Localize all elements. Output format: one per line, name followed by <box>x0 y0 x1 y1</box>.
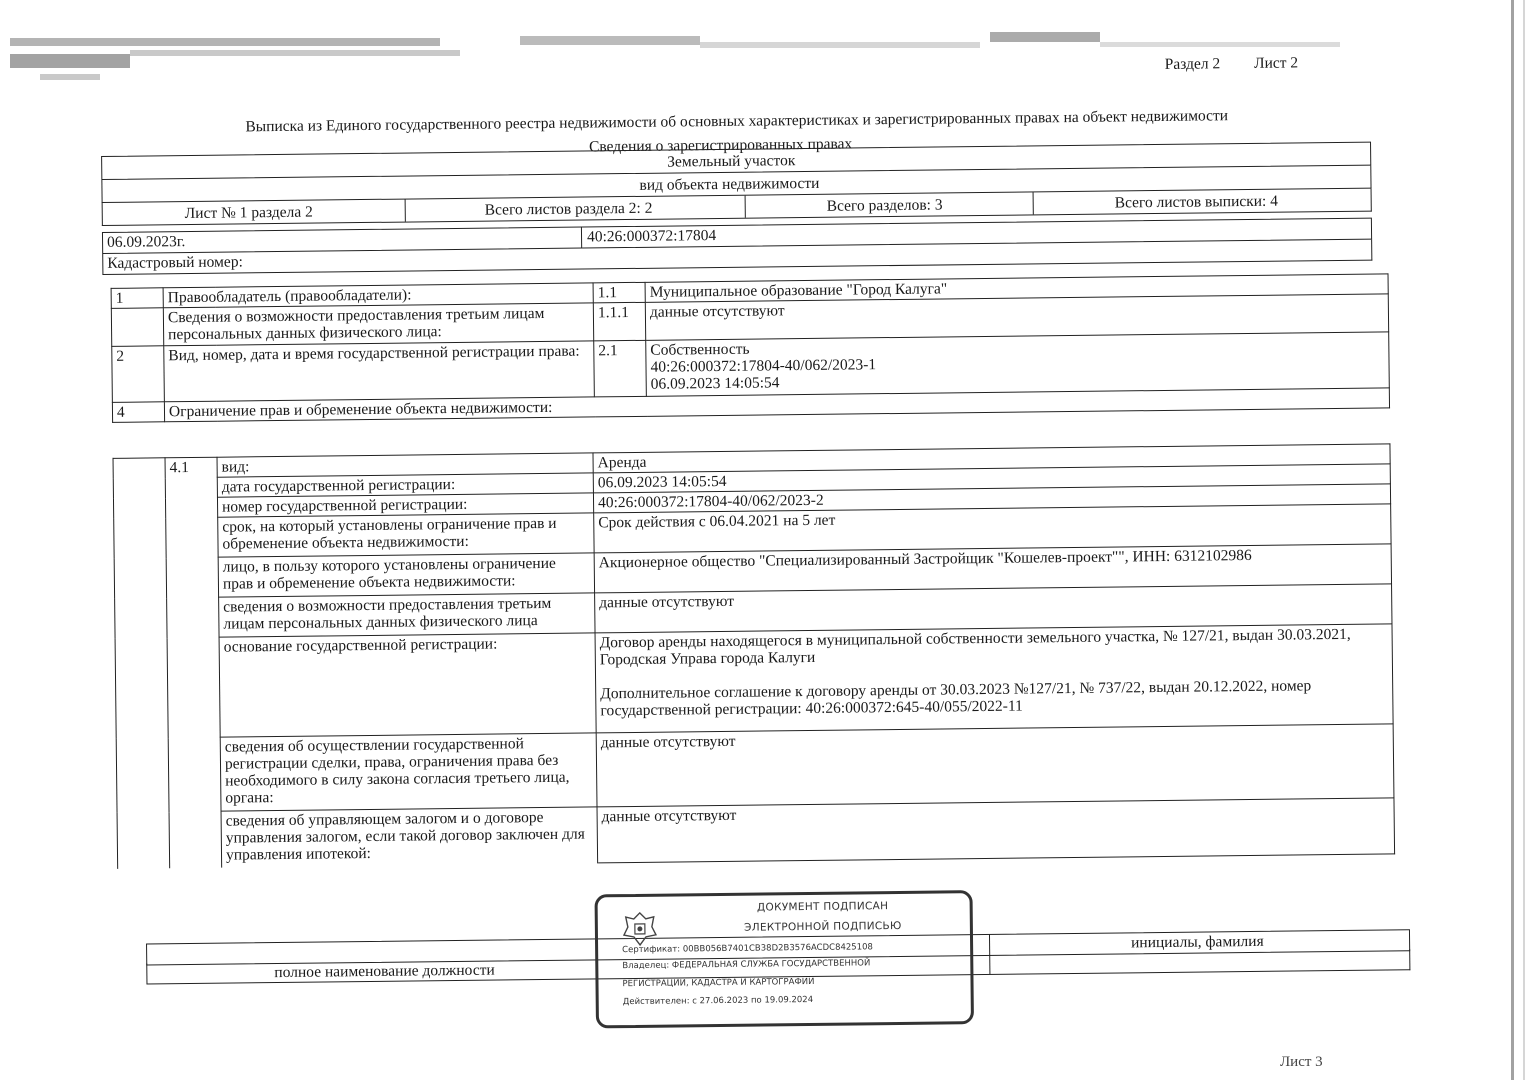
stamp-line-1: ДОКУМЕНТ ПОДПИСАН <box>756 900 889 914</box>
field-value: данные отсутствуют <box>595 584 1392 633</box>
next-sheet-label: Лист 3 <box>1280 1054 1323 1070</box>
section-total: Всего листов раздела 2: 2 <box>484 199 653 219</box>
right-number: 40:26:000372:17804-40/062/2023-1 <box>650 356 877 376</box>
stamp-valid: Действителен: с 27.06.2023 по 19.09.2024 <box>622 994 814 1008</box>
page-header <box>1135 54 1299 74</box>
row-number: 1 <box>111 288 163 309</box>
field-value: Акционерное общество "Специализированный Застройщик "Кошелев-проект"", ИНН: 6312102986 <box>594 544 1391 593</box>
row-number: 2 <box>112 346 165 403</box>
rights-table <box>111 273 1390 422</box>
sheet-of-section: Лист № 1 раздела 2 <box>184 203 313 223</box>
row-label: Правообладатель (правообладатели): <box>163 283 593 308</box>
field-label: вид: <box>217 453 593 477</box>
document-title: Выписка из Единого государственного реестра недвижимости об основных характеристиках и зарегистрированных правах на объект недвижимости <box>245 107 1229 136</box>
field-label: дата государственной регистрации: <box>217 473 593 497</box>
object-info <box>101 142 1372 226</box>
scan-edge <box>1511 0 1514 1080</box>
encumbrance-table <box>113 443 1396 868</box>
right-kind: Собственность <box>650 340 750 359</box>
cadastral-info <box>102 218 1372 275</box>
field-value: Срок действия с 06.04.2021 на 5 лет <box>594 504 1391 553</box>
field-label: номер государственной регистрации: <box>217 493 593 517</box>
field-label: основание государственной регистрации: <box>219 633 596 737</box>
table-row <box>115 624 1393 738</box>
field-label: сведения об осуществлении государственной регистрации сделки, права, ограничения права без необходимого в силу закона согласия третьего лица, органа: <box>220 733 597 811</box>
object-name: Земельный участок <box>667 152 796 171</box>
row-number: 4 <box>112 402 164 423</box>
row-sub-number: 1.1.1 <box>593 302 645 341</box>
field-value: 06.09.2023 14:05:54 <box>593 464 1390 493</box>
stamp-certificate: Сертификат: 00BB056B7401CB38D2B3576ACDC8425108 <box>622 942 873 956</box>
basis-contract: Договор аренды находящегося в муниципальной собственности земельного участка, № 127/21, выдан 30.03.2021, Городская Управа города Калуги <box>599 625 1351 669</box>
field-label: сведения о возможности предоставления третьим лицам персональных данных физического лица <box>219 593 595 637</box>
field-value: данные отсутствуют <box>596 724 1394 807</box>
field-label: срок, на который установлены ограничение прав и обременение объекта недвижимости: <box>218 513 594 557</box>
object-caption: вид объекта недвижимости <box>639 174 820 194</box>
field-label: лицо, в пользу которого установлены ограничение прав и обременение объекта недвижимости: <box>218 553 594 597</box>
cadastral-label: Кадастровый номер: <box>107 253 243 272</box>
e-signature-stamp <box>594 890 973 1028</box>
stamp-owner-1: Владелец: ФЕДЕРАЛЬНАЯ СЛУЖБА ГОСУДАРСТВЕННОЙ <box>622 958 871 972</box>
row-label: Вид, номер, дата и время государственной регистрации права: <box>164 341 595 402</box>
document-subtitle: Сведения о зарегистрированных правах <box>588 135 853 156</box>
field-value: 40:26:000372:17804-40/062/2023-2 <box>593 484 1390 513</box>
extract-total: Всего листов выписки: 4 <box>1114 192 1279 212</box>
extract-date: 06.09.2023г. <box>106 233 186 251</box>
position-label: полное наименование должности <box>274 961 495 982</box>
sections-total: Всего разделов: 3 <box>826 196 943 215</box>
field-value: данные отсутствуют <box>597 798 1395 863</box>
field-value: Аренда <box>593 444 1390 473</box>
field-label: сведения об управляющем залогом и о договоре управления залогом, если такой договор заключен для управления ипотекой: <box>221 807 598 867</box>
row-value <box>646 332 1390 396</box>
coat-of-arms-icon <box>620 909 660 949</box>
field-value <box>595 624 1393 733</box>
scan-edge <box>1523 0 1525 1080</box>
stamp-line-2: ЭЛЕКТРОННОЙ ПОДПИСЬЮ <box>744 919 902 934</box>
section-label: Раздел 2 <box>1164 55 1221 73</box>
cadastral-number: 40:26:000372:17804 <box>586 227 717 246</box>
row-value: Муниципальное образование "Город Калуга" <box>645 274 1388 302</box>
basis-agreement: Дополнительное соглашение к договору аренды от 30.03.2023 №127/21, № 737/22, выдан 20.12.2022, номер государственной регистрации: 40:26:000372:645-40/055/2022-11 <box>600 677 1312 720</box>
row-label: Ограничение прав и обременение объекта недвижимости: <box>164 388 1389 422</box>
row-sub-number: 2.1 <box>594 340 647 397</box>
sheet-label: Лист 2 <box>1253 54 1299 72</box>
right-datetime: 06.09.2023 14:05:54 <box>650 374 780 393</box>
row-label: Сведения о возможности предоставления третьим лицам персональных данных физического лица: <box>163 303 593 346</box>
initials-label: инициалы, фамилия <box>1130 932 1264 952</box>
stamp-owner-2: РЕГИСТРАЦИИ, КАДАСТРА И КАРТОГРАФИИ <box>622 976 815 990</box>
row-value: данные отсутствуют <box>645 294 1388 340</box>
row-number: 4.1 <box>165 457 222 868</box>
row-sub-number: 1.1 <box>593 282 645 303</box>
extract-page <box>100 45 1411 1070</box>
